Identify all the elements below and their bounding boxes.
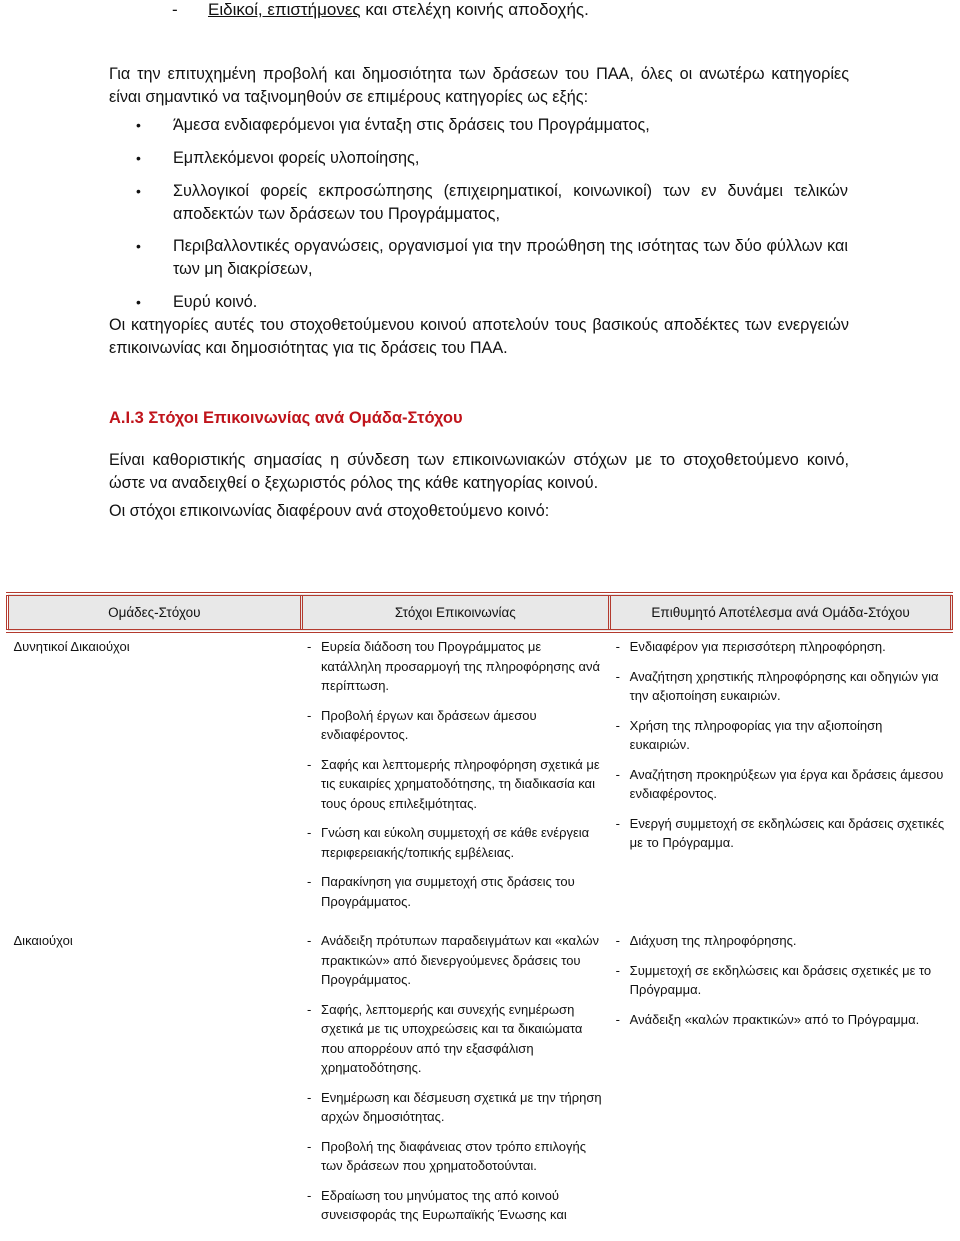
group-name: Δυνητικοί Δικαιούχοι	[13, 639, 130, 654]
result-item: - Διάχυση της πληροφόρησης.	[616, 931, 946, 951]
results-cell	[610, 927, 952, 1241]
result-item: - Αναζήτηση χρηστικής πληροφόρησης και οδηγιών για την αξιοποίηση ευκαιριών.	[616, 667, 946, 706]
result-item: - Συμμετοχή σε εκδηλώσεις και δράσεις σχετικές με το Πρόγραμμα.	[616, 961, 946, 1000]
paragraph-importance: Είναι καθοριστικής σημασίας η σύνδεση των επικοινωνιακών στόχων με το στοχοθετούμενο κοινό, ώστε να αναδειχθεί ο ξεχωριστός ρόλος της κάθε κατηγορίας κοινού.	[109, 451, 849, 492]
goals-cell	[301, 631, 610, 927]
bullet-item: • Ευρύ κοινό.	[136, 291, 848, 314]
header-communication-goals: Στόχοι Επικοινωνίας	[301, 594, 610, 631]
paragraph-categories-summary: Οι κατηγορίες αυτές του στοχοθετούμενου κοινού αποτελούν τους βασικούς αποδέκτες των ενεργειών επικοινωνίας και δημοσιότητας για τις δράσεις του ΠΑΑ.	[109, 316, 849, 357]
bullet-item: • Συλλογικοί φορείς εκπροσώπησης (επιχειρηματικοί, κοινωνικοί) των εν δυνάμει τελικών αποδεκτών των δράσεων του Προγράμματος,	[136, 180, 848, 226]
goal-item: - Εδραίωση του μηνύματος της από κοινού συνεισφοράς της Ευρωπαϊκής Ένωσης και	[307, 1186, 604, 1225]
result-item: - Χρήση της πληροφορίας για την αξιοποίηση ευκαιριών.	[616, 716, 946, 755]
dash-marker: -	[172, 0, 178, 19]
header-desired-result: Επιθυμητό Αποτέλεσμα ανά Ομάδα-Στόχου	[610, 594, 952, 631]
goal-item: - Προβολή της διαφάνειας στον τρόπο επιλογής των δράσεων που χρηματοδοτούνται.	[307, 1137, 604, 1176]
goal-item: - Ευρεία διάδοση του Προγράμματος με κατάλληλη προσαρμογή της πληροφόρησης ανά περίπτωση.	[307, 637, 604, 696]
table-row	[8, 631, 952, 927]
group-name: Δικαιούχοι	[13, 933, 73, 948]
goal-item: - Ανάδειξη πρότυπων παραδειγμάτων και «καλών πρακτικών» από διενεργούμενες δράσεις του Προγράμματος.	[307, 931, 604, 990]
goal-item: - Ενημέρωση και δέσμευση σχετικά με την τήρηση αρχών δημοσιότητας.	[307, 1088, 604, 1127]
table-header-row	[8, 594, 952, 631]
goal-item: - Σαφής και λεπτομερής πληροφόρηση σχετικά με τις ευκαιρίες χρηματοδότησης, τη διαδικασία και τους όρους επιλεξιμότητας.	[307, 755, 604, 814]
table-row	[8, 927, 952, 1241]
result-item: - Ενδιαφέρον για περισσότερη πληροφόρηση.	[616, 637, 946, 657]
goal-item: - Γνώση και εύκολη συμμετοχή σε κάθε ενέργεια περιφερειακής/τοπικής εμβέλειας.	[307, 823, 604, 862]
bullet-item: • Περιβαλλοντικές οργανώσεις, οργανισμοί για την προώθηση της ισότητας των δύο φύλλων και των μη διακρίσεων,	[136, 235, 848, 281]
goal-item: - Παρακίνηση για συμμετοχή στις δράσεις του Προγράμματος.	[307, 872, 604, 911]
group-cell	[8, 927, 302, 1241]
result-item: - Ενεργή συμμετοχή σε εκδηλώσεις και δράσεις σχετικές με το Πρόγραμμα.	[616, 814, 946, 853]
header-target-groups: Ομάδες-Στόχου	[8, 594, 302, 631]
results-cell	[610, 631, 952, 927]
intro-item-text: και στελέχη κοινής αποδοχής.	[360, 0, 589, 19]
group-cell	[8, 631, 302, 927]
paragraph-categories-intro: Για την επιτυχημένη προβολή και δημοσιότητα των δράσεων του ΠΑΑ, όλες οι ανωτέρω κατηγορίες είναι σημαντικό να ταξινομηθούν σε επιμέρους κατηγορίες ως εξής:	[109, 65, 849, 106]
underlined-text: Ειδικοί, επιστήμονες	[208, 0, 361, 19]
bullet-item: • Εμπλεκόμενοι φορείς υλοποίησης,	[136, 147, 848, 170]
result-item: - Αναζήτηση προκηρύξεων για έργα και δράσεις άμεσου ενδιαφέροντος.	[616, 765, 946, 804]
section-heading: Α.Ι.3 Στόχοι Επικοινωνίας ανά Ομάδα-Στόχου	[109, 409, 463, 427]
result-item: - Ανάδειξη «καλών πρακτικών» από το Πρόγραμμα.	[616, 1010, 946, 1030]
bullet-item: • Άμεσα ενδιαφερόμενοι για ένταξη στις δράσεις του Προγράμματος,	[136, 114, 848, 137]
communication-goals-table	[6, 592, 953, 1241]
goals-cell	[301, 927, 610, 1241]
intro-list-item	[172, 0, 589, 20]
goal-item: - Σαφής, λεπτομερής και συνεχής ενημέρωση σχετικά με τις υποχρεώσεις και τα δικαιώματα που απορρέουν από την εξασφάλιση χρηματοδότησης.	[307, 1000, 604, 1078]
paragraph-goals-intro: Οι στόχοι επικοινωνίας διαφέρουν ανά στοχοθετούμενο κοινό:	[109, 502, 550, 520]
goal-item: - Προβολή έργων και δράσεων άμεσου ενδιαφέροντος.	[307, 706, 604, 745]
category-bullet-list	[136, 114, 848, 314]
